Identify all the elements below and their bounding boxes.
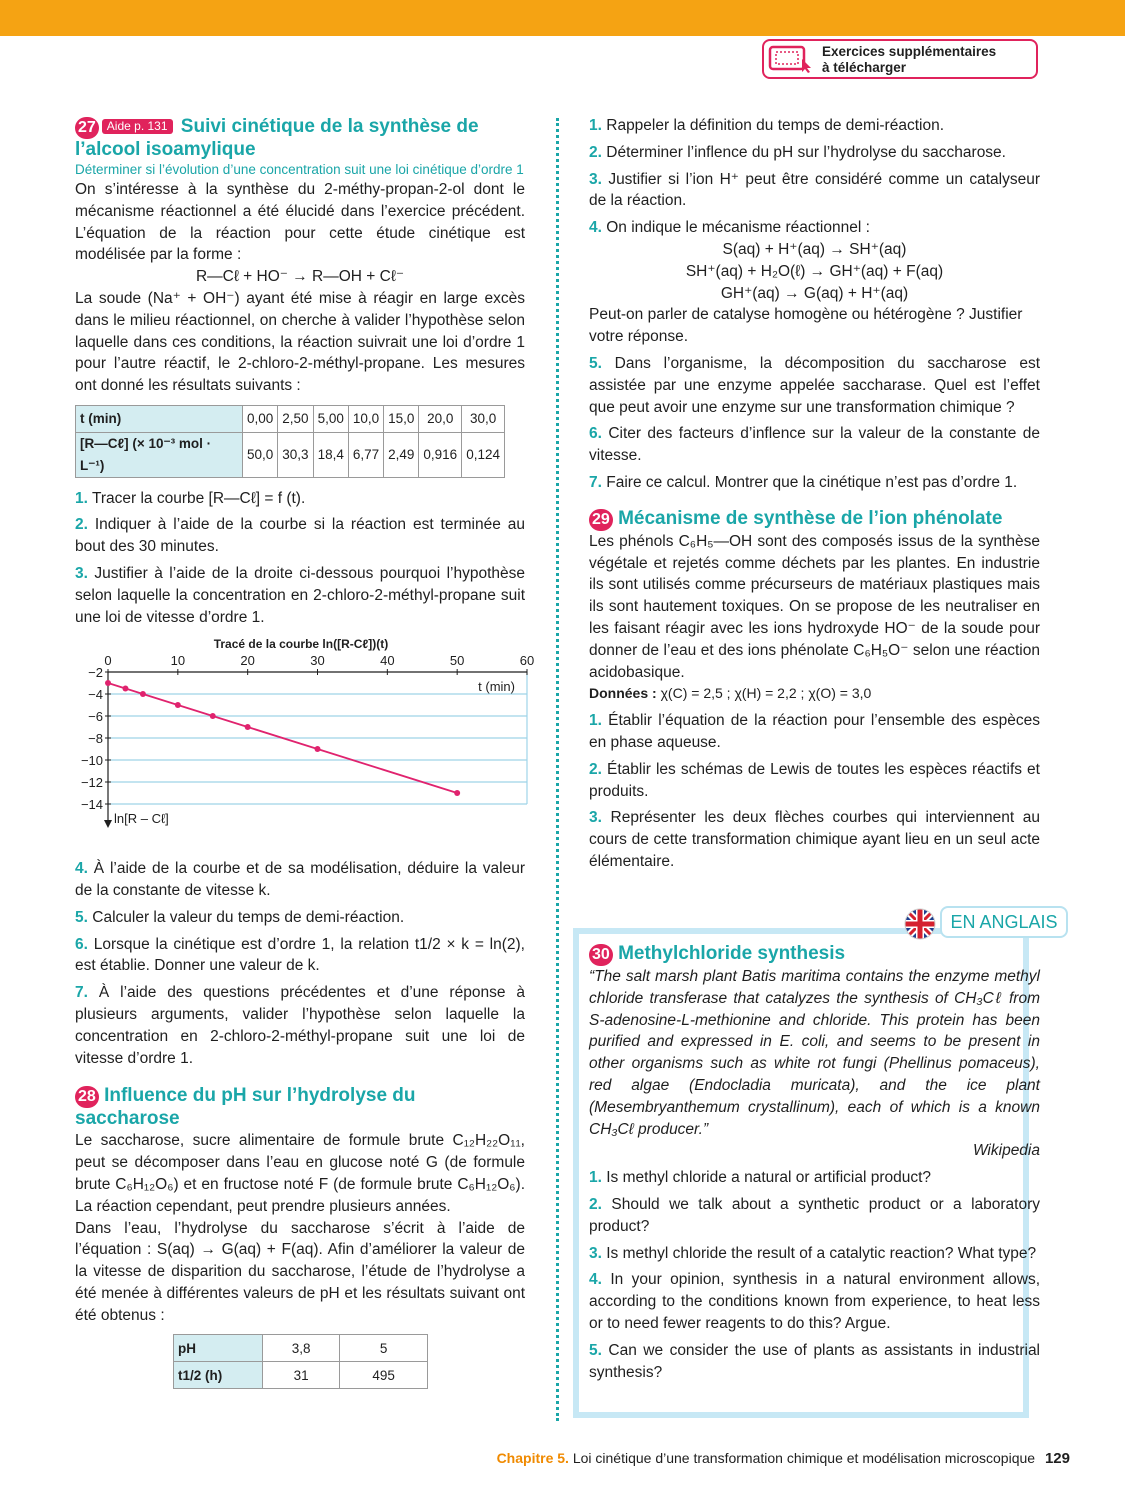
table-cell: 0,00 [243,405,278,432]
data-point [175,702,181,708]
exercise-30-quote: “The salt marsh plant Batis maritima contains the enzyme methyl chloride transferase that catalyzes the synthesis of CH₃Cℓ from S-adenosine-L-methionine and chloride. This protein has been purified and expressed in E. coli, and seems to be present in other organisms such as white rot fungi (Phellinus pomaceus), red algae (Endocladia muricata), and the ice plant (Mesembryanthemum crystallinum), each of which is a known CH₃Cℓ producer.” [589,968,1040,1138]
aide-link[interactable]: Aide p. 131 [102,119,173,134]
x-tick-label: 0 [104,653,112,669]
exercise-28-paragraph-2: Dans l’eau, l’hydrolyse du saccharose s’écrit à l’aide de l’équation : S(aq) → G(aq) + F(aq). Afin d’améliorer la valeur de la vitesse de disparition du saccharose, l’étude de l’hydrolyse a été menée à différentes valeurs de pH et les résultats suivant ont été obtenus : [75,1219,525,1324]
table-cell: 6,77 [348,432,383,477]
x-tick-label: 10 [170,653,186,669]
table-cell: 18,4 [313,432,348,477]
download-line-1: Exercices supplémentaires [822,44,997,59]
ex28-question-3: 3. Justifier si l’ion H⁺ peut être considéré comme un catalyseur de la réaction. [589,170,1040,210]
table-cell: 30,3 [278,432,313,477]
page-footer [0,1450,1070,1467]
left-column [75,116,535,1389]
ex27-question-1: 1. Tracer la courbe [R—Cℓ] = f (t). [75,489,306,507]
table-row [174,1362,428,1389]
exercise-28-title [75,1085,525,1130]
table-cell: 3,8 [263,1335,340,1362]
exercise-27-title [75,116,525,161]
ex27-question-6: 6. Lorsque la cinétique est d’ordre 1, la relation t1/2 × k = ln(2), est établie. Donner une valeur de k. [75,935,525,975]
english-tag-label: EN ANGLAIS [940,906,1068,938]
ex28-question-4: 4. On indique le mécanisme réactionnel : [589,219,870,237]
exercise-29-data: Données : χ(C) = 2,5 ; χ(H) = 2,2 ; χ(O) = 3,0 [589,685,872,702]
chart-grid [108,672,527,804]
ex28-question-6: 6. Citer des facteurs d’inflence sur la valeur de la constante de vitesse. [589,425,1041,465]
download-line-2: à télécharger [822,60,907,75]
table-cell: 31 [263,1362,340,1389]
ex30-question-4: 4. In your opinion, synthesis in a natural environment allows, according to the conditions known from experience, to heat less or to need fewer reagents to do this? Argue. [589,1271,1040,1332]
ex28-question-2: 2. Déterminer l’inflence du pH sur l’hydrolyse du saccharose. [589,143,1006,161]
ex30-question-2: 2. Should we talk about a synthetic product or a laboratory product? [589,1195,1041,1235]
data-point [315,746,321,752]
ex28-question-1: 1. Rappeler la définition du temps de demi-réaction. [589,117,944,134]
exercise-27-title-text: Suivi cinétique de la synthèse de l’alcool isoamylique [75,116,479,160]
exercise-30-content [589,943,1040,1383]
ex30-question-3: 3. Is methyl chloride the result of a catalytic reaction? What type? [589,1244,1037,1262]
x-tick-label: 60 [519,653,535,669]
table-cell: 50,0 [243,432,278,477]
exercise-27-subtitle: Déterminer si l’évolution d’une concentration suit une loi cinétique d’ordre 1 [75,162,524,177]
chart-y-ticks [81,665,111,812]
ex27-question-5: 5. Calculer la valeur du temps de demi-réaction. [75,908,405,926]
table-cell: 30,0 [462,405,505,432]
table-cell: 2,49 [384,432,419,477]
exercise-27-number: 27 [75,117,99,139]
ex28-question-4-followup: Peut-on parler de catalyse homogène ou hétérogène ? Justifier votre réponse. [589,306,1023,346]
x-tick-label: 50 [449,653,465,669]
x-tick-label: 40 [380,653,395,669]
exercise-30-source: Wikipedia [972,1142,1040,1160]
table-cell: 0,916 [419,432,462,477]
page-number: 129 [1044,1450,1070,1467]
exercise-28-number: 28 [75,1086,99,1108]
table-cell: 0,124 [462,432,505,477]
y-tick-label: −14 [80,797,103,813]
table-cell: 5 [340,1335,428,1362]
mechanism-step-2: SH⁺(aq) + H₂O(ℓ) → GH⁺(aq) + F(aq) [685,262,944,280]
data-point [105,680,111,686]
mechanism-step-3: GH⁺(aq) → G(aq) + H⁺(aq) [720,284,909,302]
uk-flag-icon [902,906,938,942]
right-column [589,115,1040,873]
footer-title: Loi cinétique d’une transformation chimique et modélisation microscopique [572,1450,1036,1466]
y-tick-label: −2 [88,665,103,681]
ex28-question-7: 7. Faire ce calcul. Montrer que la cinétique n’est pas d’ordre 1. [589,473,1018,491]
ex27-question-4: 4. À l’aide de la courbe et de sa modélisation, déduire la valeur de la constante de vitesse k. [75,860,526,899]
ex27-question-3: 3. Justifier à l’aide de la droite ci-dessous pourquoi l’hypothèse selon laquelle la concentration en 2-chloro-2-méthyl-propane suit une loi de vitesse d’ordre 1. [75,564,525,626]
data-point [140,691,146,697]
chart-y-arrow [104,820,112,828]
top-banner [0,0,1125,36]
ex27-question-7: 7. À l’aide des questions précédentes et d’une réponse à plusieurs arguments, valider l’hypothèse selon laquelle la concentration en 2-chloro-2-méthyl-propane suit une loi de vitesse d’ordre 1. [75,984,525,1067]
ex30-question-5: 5. Can we consider the use of plants as assistants in industrial synthesis? [589,1341,1041,1381]
chart-x-label: t (min) [478,679,515,695]
table-row [174,1335,428,1362]
data-point [454,790,460,796]
data-point [122,686,128,692]
exercise-28-ph-table [173,1334,428,1389]
exercise-30-title-text: Methylchloride synthesis [618,943,846,964]
download-extra-exercises-button[interactable] [762,39,1038,79]
exercise-27-paragraph: La soude (Na⁺ + OH⁻) ayant été mise à réagir en large excès dans le milieu réactionnel, on cherche à valider l’hypothèse selon laquelle dans ces conditions, la réaction suivrait une loi d’ordre 1 pour l’autre réactif, le 2-chloro-2-méthyl-propane. Les mesures ont donné les résultats suivants : [75,289,525,395]
table-header-time: t (min) [76,405,243,432]
chart-title: Tracé de la courbe ln([R-Cℓ])(t) [213,637,389,652]
exercise-27-equation: R—Cℓ + HO⁻ → R—OH + Cℓ⁻ [195,268,405,286]
ex28-question-5: 5. Dans l’organisme, la décomposition du saccharose est assistée par une enzyme appelée saccharase. Quel est l’effet que peut avoir une enzyme sur une transformation chimique ? [589,354,1040,416]
ln-concentration-chart [75,634,535,846]
data-point [245,724,251,730]
exercise-27-intro: On s’intéresse à la synthèse du 2-méthy-propan-2-ol dont le mécanisme réactionnel a été élucidé dans l’exercice précédent. L’équation de la réaction pour cette étude cinétique est modélisée par la forme : [75,181,525,264]
y-tick-label: −10 [80,753,103,769]
table-header-ph: pH [174,1335,263,1362]
mechanism-step-1: S(aq) + H⁺(aq) → SH⁺(aq) [722,240,907,258]
exercise-27-data-table [75,405,505,478]
table-row [76,432,505,477]
english-tag [902,906,1070,942]
exercise-29-number: 29 [589,509,613,531]
ex29-question-2: 2. Établir les schémas de Lewis de toutes les espèces réactifs et produits. [589,760,1040,800]
x-tick-label: 30 [310,653,325,669]
table-header-half-life: t1/2 (h) [174,1362,263,1389]
exercise-29-title-text: Mécanisme de synthèse de l’ion phénolate [618,507,1003,529]
table-cell: 5,00 [313,405,348,432]
footer-chapter: Chapitre 5. [496,1450,569,1466]
chart-y-label: ln[R – Cℓ] [114,811,169,827]
exercise-30-number: 30 [589,944,613,966]
ex30-question-1: 1. Is methyl chloride a natural or artificial product? [589,1169,932,1187]
table-cell: 2,50 [278,405,313,432]
exercise-28-paragraph-1: Le saccharose, sucre alimentaire de formule brute C₁₂H₂₂O₁₁, peut se décomposer dans l’eau en glucose noté G (de formule brute C₆H₁₂O₆) et en fructose noté F (de formule brute C₆H₁₂O₆). La réaction cependant, peut prendre plusieurs années. [75,1132,525,1215]
ex29-question-1: 1. Établir l’équation de la réaction pour l’ensemble des espèces en phase aqueuse. [589,712,1040,751]
ex29-question-3: 3. Représenter les deux flèches courbes qui interviennent au cours de cette transformation chimique ayant lieu en un seul acte élémentaire. [589,809,1040,870]
table-header-concentration: [R—Cℓ] (× 10⁻³ mol · L⁻¹) [76,432,243,477]
computer-click-icon [768,45,814,73]
exercise-29-paragraph: Les phénols C₆H₅—OH sont des composés issus de la synthèse végétale et rejetés comme déchets par les plantes. En industrie ils sont utilisés comme précurseurs de matériaux plastiques mais ils sont hautement toxiques. On se propose de les neutraliser en les faisant réagir avec les ions hydroxyde HO⁻ de la soude pour donner de l’eau et des ions phénolate C₆H₅O⁻ selon une réaction acidobasique. [589,532,1040,681]
y-tick-label: −8 [88,731,103,747]
data-point [210,713,216,719]
exercise-29-title [589,508,1040,531]
table-cell: 20,0 [419,405,462,432]
table-cell: 15,0 [384,405,419,432]
table-cell: 495 [340,1362,428,1389]
table-cell: 10,0 [348,405,383,432]
ex27-question-2: 2. Indiquer à l’aide de la courbe si la réaction est terminée au bout des 30 minutes. [75,516,525,556]
x-tick-label: 20 [240,653,255,669]
exercise-28-title-text: Influence du pH sur l’hydrolyse du saccharose [75,1085,416,1130]
table-row [76,405,505,432]
exercise-30-title [589,943,1040,966]
y-tick-label: −12 [80,775,103,791]
column-separator [556,118,559,1421]
y-tick-label: −4 [88,687,103,703]
y-tick-label: −6 [88,709,103,725]
